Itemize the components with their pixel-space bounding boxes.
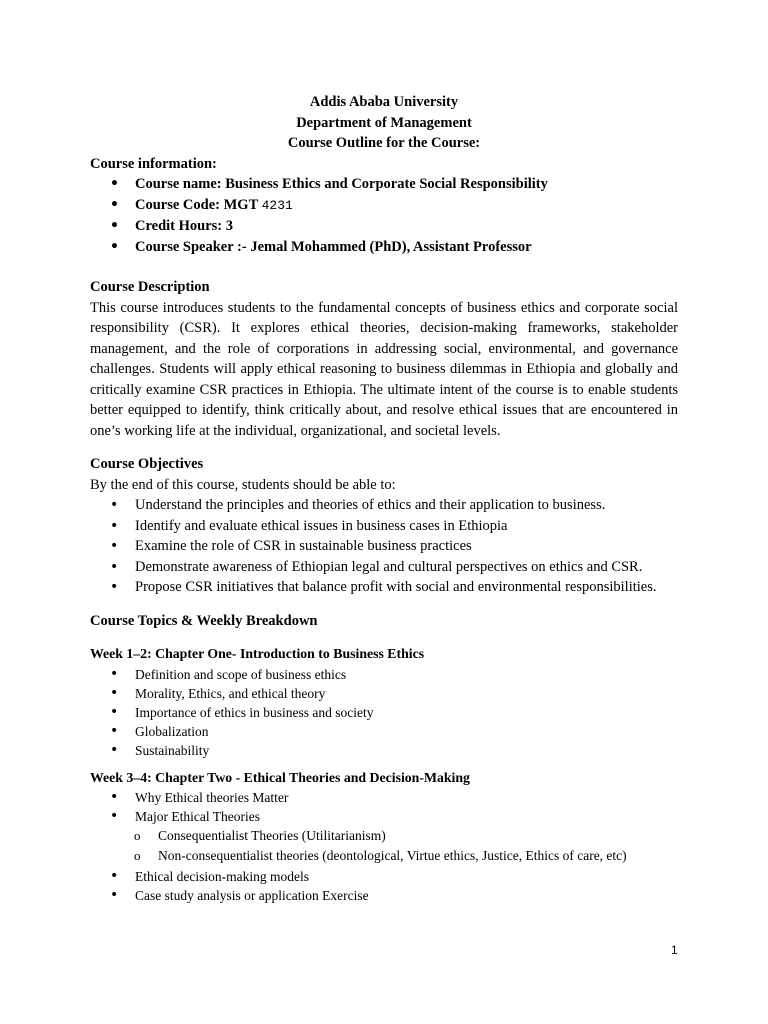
objectives-list (90, 495, 678, 598)
list-item: • Case study analysis or application Exercise (90, 886, 678, 905)
list-item: • Identify and evaluate ethical issues in business cases in Ethiopia (90, 516, 678, 537)
list-item: • Sustainability (90, 741, 678, 760)
course-info-list (90, 174, 678, 257)
list-item: • Definition and scope of business ethics (90, 665, 678, 684)
list-item: • Why Ethical theories Matter (90, 788, 678, 807)
list-item: • Demonstrate awareness of Ethiopian legal and cultural perspectives on ethics and CSR. (90, 557, 678, 578)
list-item: • Morality, Ethics, and ethical theory (90, 684, 678, 703)
list-item: • Importance of ethics in business and society (90, 703, 678, 722)
week1-title: Week 1–2: Chapter One- Introduction to Business Ethics (90, 646, 425, 661)
list-item: • Credit Hours: 3 (90, 216, 678, 237)
sub-list-item: o Non-consequentialist theories (deontological, Virtue ethics, Justice, Ethics of care, etc) (90, 846, 678, 865)
description-text: This course introduces students to the fundamental concepts of business ethics and corporate social responsibility (CSR). It explores ethical theories, decision-making frameworks, stakeholder management, and the role of corporations in addressing social, environmental, and governance challenges. Students will apply ethical reasoning to business dilemmas in Ethiopia and globally and critically examine CSR practices in Ethiopia. The ultimate intent of the course is to enable students better equipped to identify, think critically about, and resolve ethical issues that are encountered in one’s working life at the individual, organizational, and societal levels. (90, 299, 678, 439)
description-heading: Course Description (90, 279, 210, 295)
list-item: • Course Speaker :- Jemal Mohammed (PhD), Assistant Professor (90, 237, 678, 258)
university-name: Addis Ababa University (309, 94, 459, 110)
list-item: • Understand the principles and theories of ethics and their application to business. (90, 495, 678, 516)
week3-title: Week 3–4: Chapter Two - Ethical Theories and Decision-Making (90, 769, 470, 785)
list-item: • Course Code: MGT 4231 (90, 195, 678, 217)
department-name: Department of Management (296, 114, 472, 131)
objectives-intro: By the end of this course, students should be able to: (90, 476, 396, 493)
list-item: • Major Ethical Theories (90, 807, 678, 826)
page-number: 1 (671, 943, 678, 957)
list-item: • Course name: Business Ethics and Corporate Social Responsibility (90, 174, 678, 195)
week1-list (90, 665, 678, 760)
week3-list (90, 788, 678, 905)
sub-list-item: o Consequentialist Theories (Utilitarianism) (90, 826, 678, 845)
list-item: • Ethical decision-making models (90, 867, 678, 886)
course-info-heading: Course information: (90, 155, 217, 172)
course-code-number: 4231 (261, 197, 293, 213)
list-item: • Propose CSR initiatives that balance profit with social and environmental responsibilities. (90, 577, 678, 598)
list-item: • Examine the role of CSR in sustainable business practices (90, 536, 678, 557)
objectives-heading: Course Objectives (90, 456, 204, 472)
outline-title: Course Outline for the Course: (287, 135, 481, 151)
list-item: • Globalization (90, 722, 678, 741)
topics-heading: Course Topics & Weekly Breakdown (90, 612, 318, 629)
document-page (90, 92, 678, 905)
